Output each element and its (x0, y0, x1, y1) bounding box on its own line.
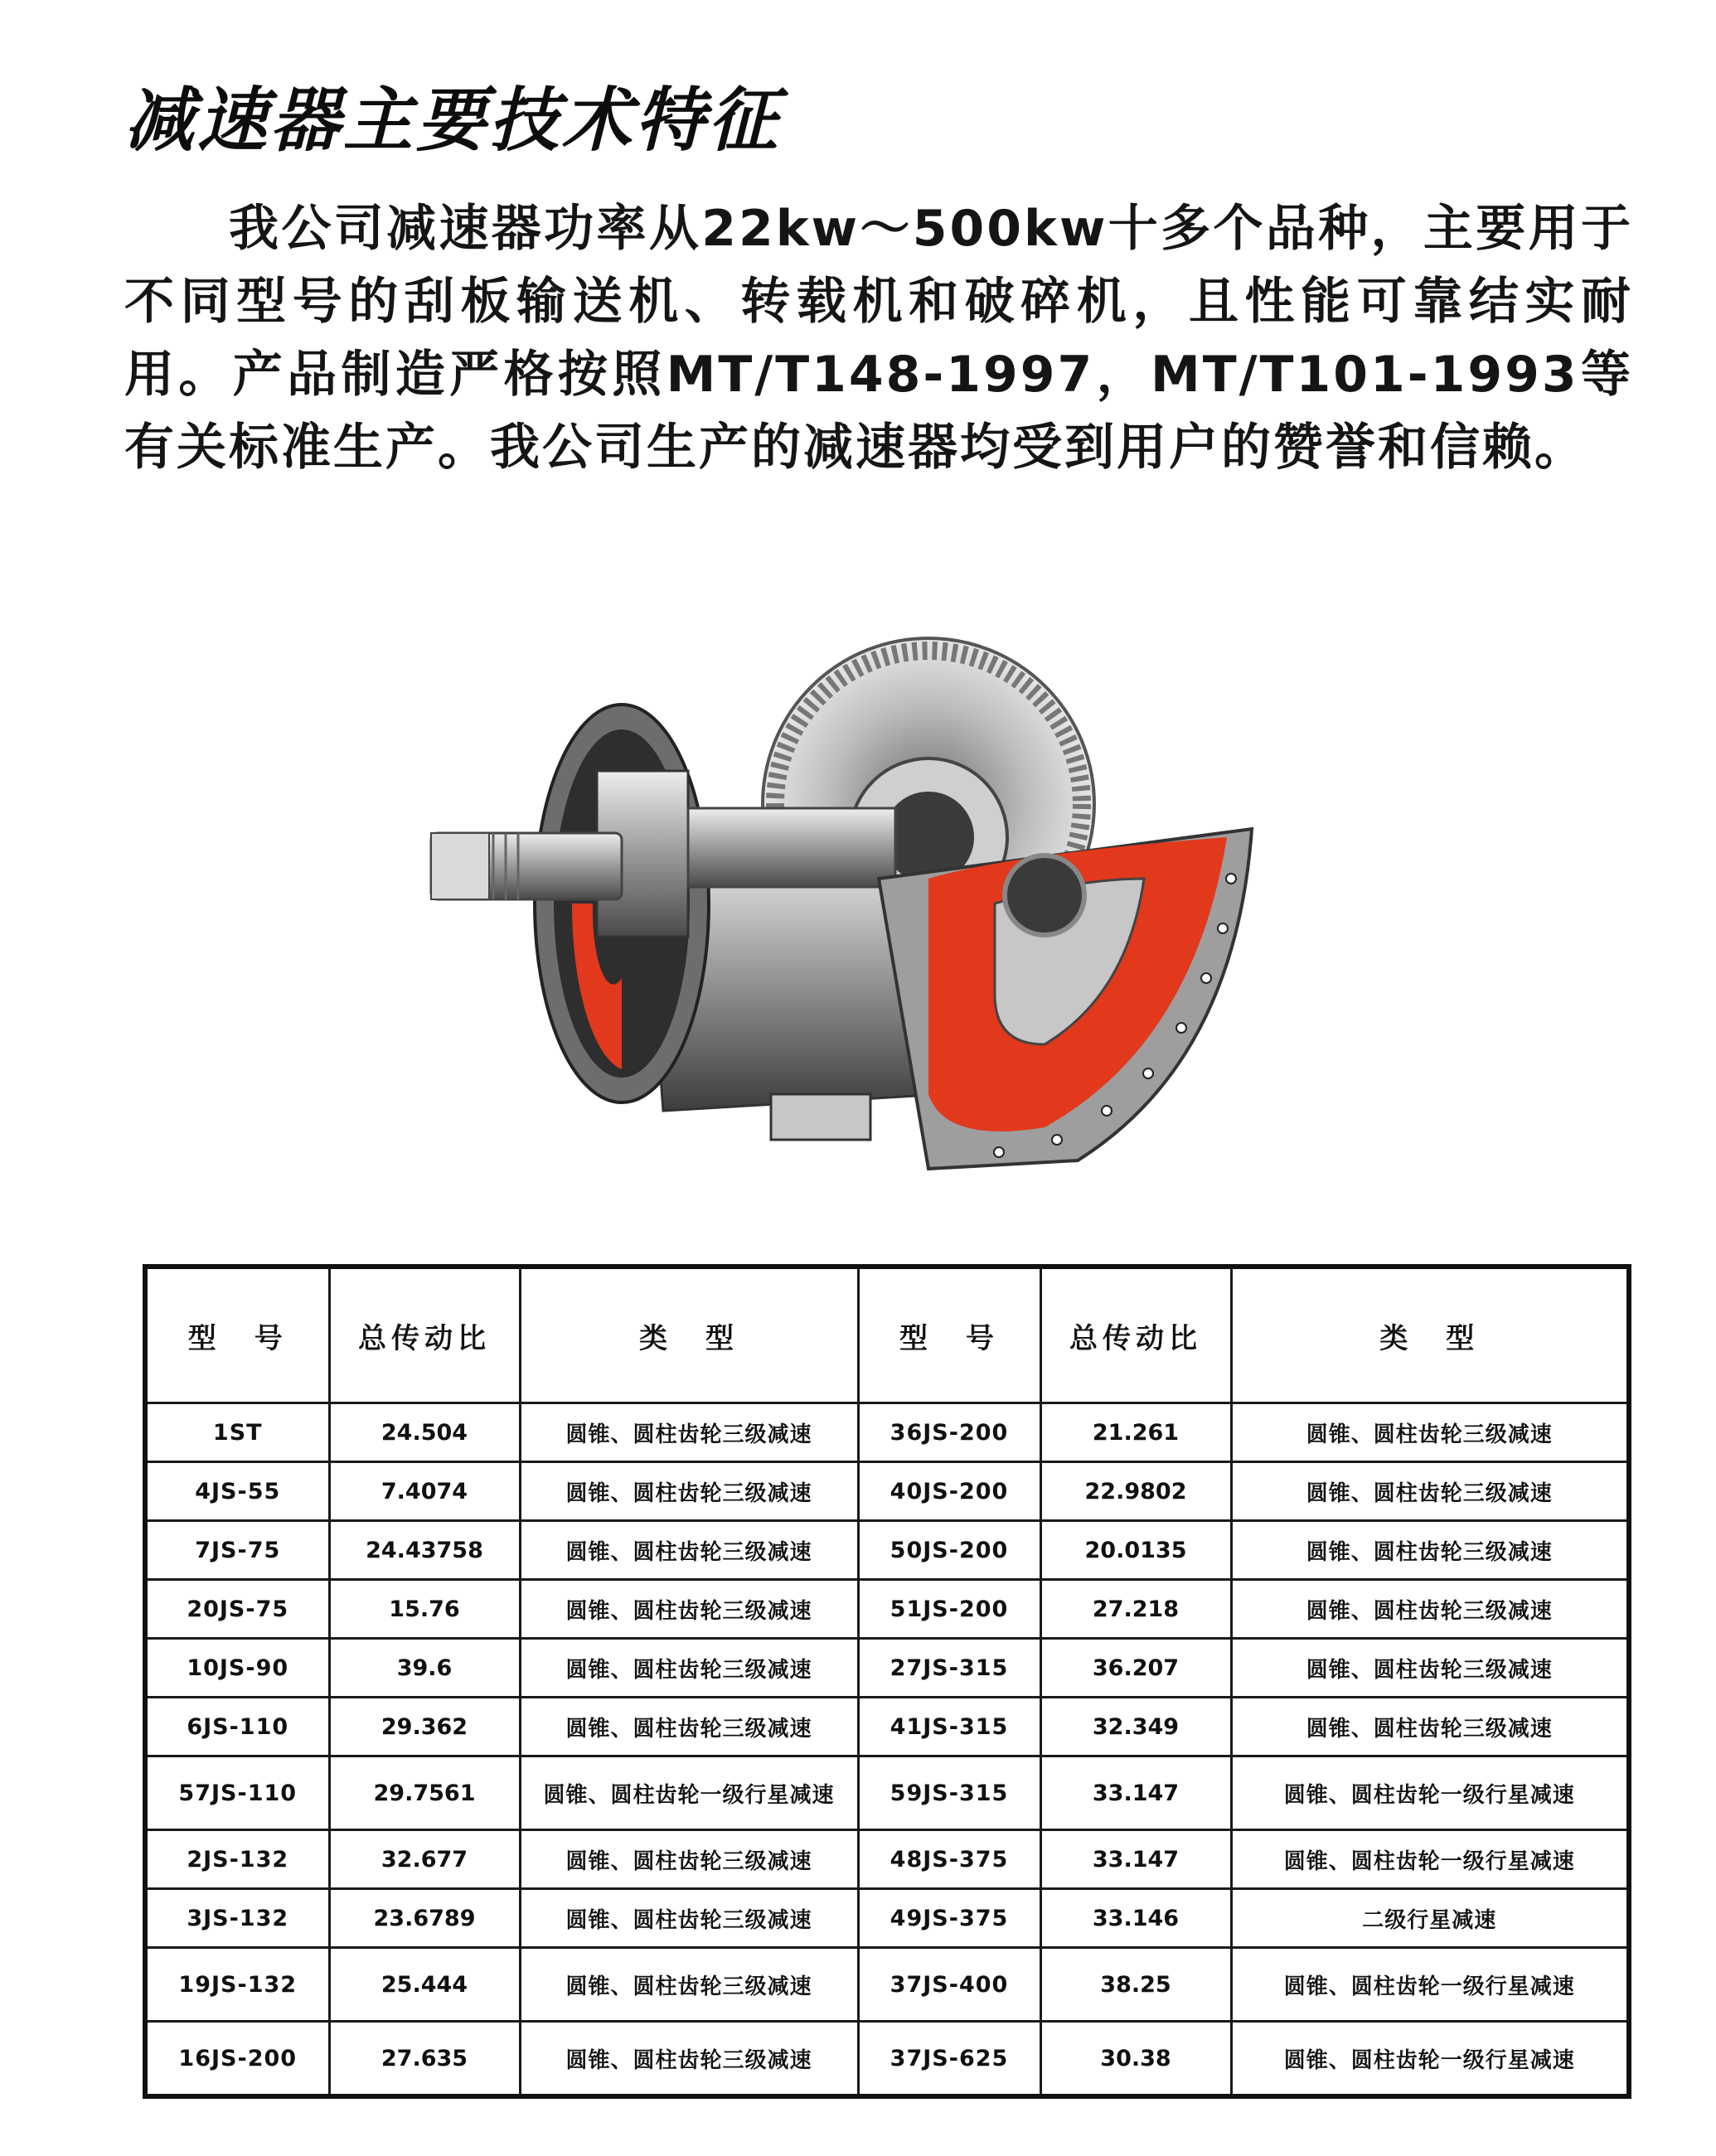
cell-type-2: 圆锥、圆柱齿轮一级行星减速 (1231, 1756, 1629, 1830)
table-row (145, 1889, 1629, 1948)
cell-ratio-2: 38.25 (1040, 1948, 1231, 2022)
cell-type-2: 圆锥、圆柱齿轮一级行星减速 (1231, 1948, 1629, 2022)
col-header-ratio: 总传动比 (329, 1267, 520, 1403)
col-header-type-2: 类 型 (1231, 1267, 1629, 1403)
cell-type: 圆锥、圆柱齿轮三级减速 (520, 1521, 858, 1580)
intro-paragraph: 我公司减速器功率从22kw～500kw十多个品种，主要用于不同型号的刮板输送机、转载机和破碎机，且性能可靠结实耐用。产品制造严格按照MT/T148-1997，MT/T101-1993等有关标准生产。我公司生产的减速器均受到用户的赞誉和信赖。 (124, 200, 1633, 477)
cell-ratio-2: 22.9802 (1040, 1462, 1231, 1521)
table-row (145, 1698, 1629, 1756)
cell-model-2: 36JS-200 (858, 1403, 1040, 1462)
cell-model-2: 37JS-625 (858, 2022, 1040, 2097)
cell-type: 圆锥、圆柱齿轮三级减速 (520, 1403, 858, 1462)
table-row (145, 1639, 1629, 1698)
cell-type: 圆锥、圆柱齿轮三级减速 (520, 1830, 858, 1889)
cell-type-2: 圆锥、圆柱齿轮三级减速 (1231, 1580, 1629, 1639)
cell-model: 7JS-75 (145, 1521, 329, 1580)
cell-type: 圆锥、圆柱齿轮三级减速 (520, 1639, 858, 1698)
cell-ratio-2: 21.261 (1040, 1403, 1231, 1462)
cell-ratio: 39.6 (329, 1639, 520, 1698)
cell-ratio: 25.444 (329, 1948, 520, 2022)
cell-type-2: 圆锥、圆柱齿轮三级减速 (1231, 1403, 1629, 1462)
table-header-row (145, 1267, 1629, 1403)
cell-model: 57JS-110 (145, 1756, 329, 1830)
cell-model: 4JS-55 (145, 1462, 329, 1521)
cell-type-2: 圆锥、圆柱齿轮三级减速 (1231, 1462, 1629, 1521)
cell-model-2: 59JS-315 (858, 1756, 1040, 1830)
cell-model-2: 48JS-375 (858, 1830, 1040, 1889)
cell-model-2: 51JS-200 (858, 1580, 1040, 1639)
cell-type-2: 二级行星减速 (1231, 1889, 1629, 1948)
cell-type: 圆锥、圆柱齿轮三级减速 (520, 1698, 858, 1756)
table-row (145, 1462, 1629, 1521)
spec-table (143, 1264, 1631, 2099)
cell-model: 6JS-110 (145, 1698, 329, 1756)
col-header-type: 类 型 (520, 1267, 858, 1403)
cell-type: 圆锥、圆柱齿轮三级减速 (520, 2022, 858, 2097)
cell-ratio-2: 33.147 (1040, 1830, 1231, 1889)
cell-model: 10JS-90 (145, 1639, 329, 1698)
table-row (145, 1521, 1629, 1580)
cell-model-2: 40JS-200 (858, 1462, 1040, 1521)
table-row (145, 1580, 1629, 1639)
cell-type-2: 圆锥、圆柱齿轮一级行星减速 (1231, 2022, 1629, 2097)
table-row (145, 1403, 1629, 1462)
cell-type-2: 圆锥、圆柱齿轮三级减速 (1231, 1698, 1629, 1756)
cell-type: 圆锥、圆柱齿轮三级减速 (520, 1462, 858, 1521)
cell-ratio-2: 27.218 (1040, 1580, 1231, 1639)
col-header-ratio-2: 总传动比 (1040, 1267, 1231, 1403)
cell-ratio: 24.43758 (329, 1521, 520, 1580)
col-header-model-2: 型 号 (858, 1267, 1040, 1403)
cell-ratio-2: 36.207 (1040, 1639, 1231, 1698)
cell-model: 20JS-75 (145, 1580, 329, 1639)
cell-ratio: 23.6789 (329, 1889, 520, 1948)
cell-model-2: 27JS-315 (858, 1639, 1040, 1698)
cell-type-2: 圆锥、圆柱齿轮三级减速 (1231, 1521, 1629, 1580)
cell-model: 19JS-132 (145, 1948, 329, 2022)
gear-reducer-image (414, 630, 1326, 1177)
cell-type-2: 圆锥、圆柱齿轮三级减速 (1231, 1639, 1629, 1698)
cell-model: 2JS-132 (145, 1830, 329, 1889)
cell-ratio-2: 30.38 (1040, 2022, 1231, 2097)
cell-model-2: 50JS-200 (858, 1521, 1040, 1580)
cell-ratio-2: 33.146 (1040, 1889, 1231, 1948)
col-header-model: 型 号 (145, 1267, 329, 1403)
cell-model: 16JS-200 (145, 2022, 329, 2097)
cell-model-2: 49JS-375 (858, 1889, 1040, 1948)
table-row (145, 2022, 1629, 2097)
cell-model-2: 37JS-400 (858, 1948, 1040, 2022)
table-row (145, 1756, 1629, 1830)
cell-type-2: 圆锥、圆柱齿轮一级行星减速 (1231, 1830, 1629, 1889)
page-title: 减速器主要技术特征 (124, 80, 782, 161)
cell-ratio: 29.362 (329, 1698, 520, 1756)
cell-ratio: 29.7561 (329, 1756, 520, 1830)
cell-ratio: 7.4074 (329, 1462, 520, 1521)
cell-ratio: 24.504 (329, 1403, 520, 1462)
cell-type: 圆锥、圆柱齿轮一级行星减速 (520, 1756, 858, 1830)
cell-ratio-2: 33.147 (1040, 1756, 1231, 1830)
cell-ratio: 27.635 (329, 2022, 520, 2097)
cell-type: 圆锥、圆柱齿轮三级减速 (520, 1889, 858, 1948)
cell-model: 1ST (145, 1403, 329, 1462)
cell-ratio-2: 20.0135 (1040, 1521, 1231, 1580)
cell-model-2: 41JS-315 (858, 1698, 1040, 1756)
cell-type: 圆锥、圆柱齿轮三级减速 (520, 1948, 858, 2022)
gear-reducer-cutaway-illustration (414, 630, 1326, 1177)
cell-ratio: 15.76 (329, 1580, 520, 1639)
cell-type: 圆锥、圆柱齿轮三级减速 (520, 1580, 858, 1639)
cell-model: 3JS-132 (145, 1889, 329, 1948)
cell-ratio-2: 32.349 (1040, 1698, 1231, 1756)
table-row (145, 1948, 1629, 2022)
table-row (145, 1830, 1629, 1889)
cell-ratio: 32.677 (329, 1830, 520, 1889)
